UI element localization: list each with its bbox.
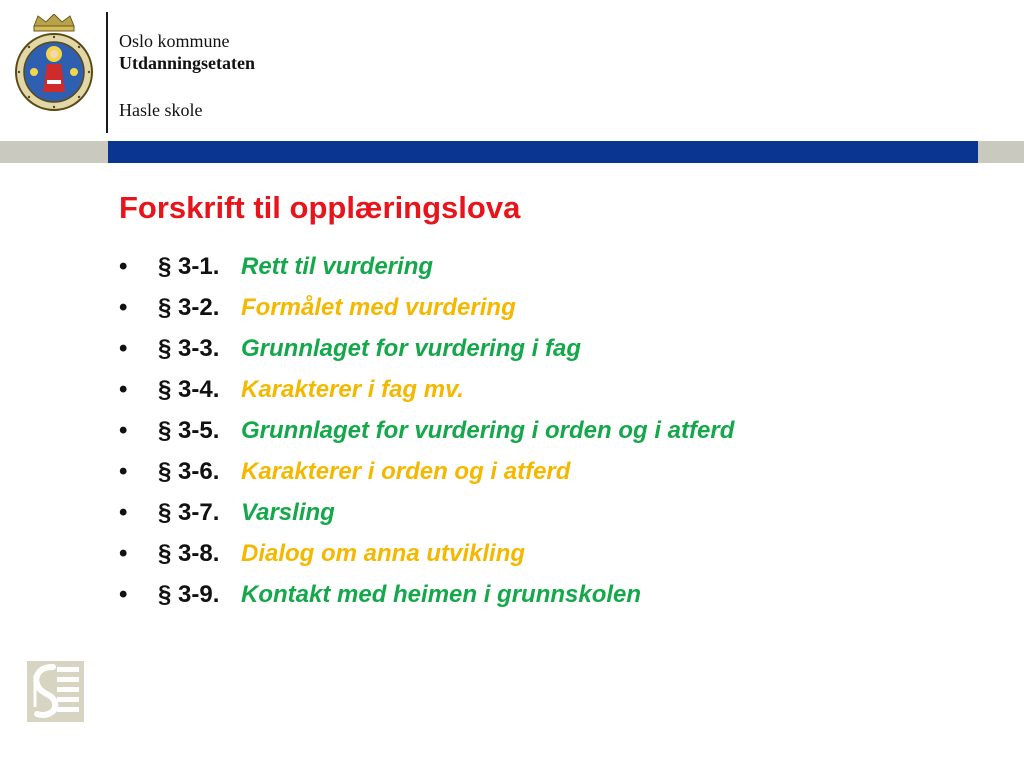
section-number: § 3-7. — [158, 499, 220, 526]
section-number: § 3-8. — [158, 540, 220, 567]
header-band-blue — [108, 141, 978, 163]
bullet: • — [119, 253, 128, 280]
bullet: • — [119, 376, 128, 403]
bullet: • — [119, 458, 128, 485]
org-city: Oslo kommune — [119, 31, 230, 51]
section-number: § 3-5. — [158, 417, 220, 444]
section-title: Dialog om anna utvikling — [241, 540, 526, 567]
section-title: Grunnlaget for vurdering i orden og i atferd — [241, 417, 735, 444]
section-title: Karakterer i orden og i atferd — [241, 458, 571, 485]
slide-title: Forskrift til opplæringslova — [119, 190, 521, 225]
bullet: • — [119, 499, 128, 526]
header-divider — [106, 12, 108, 133]
section-number: § 3-4. — [158, 376, 220, 403]
section-title: Grunnlaget for vurdering i fag — [241, 335, 582, 362]
section-title: Varsling — [241, 499, 335, 526]
oslo-coat-of-arms-icon — [14, 14, 94, 114]
bullet: • — [119, 417, 128, 444]
section-number: § 3-9. — [158, 581, 220, 608]
bullet: • — [119, 581, 128, 608]
section-title: Karakterer i fag mv. — [241, 376, 464, 403]
section-number: § 3-1. — [158, 253, 220, 280]
section-title: Formålet med vurdering — [241, 294, 516, 321]
org-department: Utdanningsetaten — [119, 53, 256, 73]
section-title: Rett til vurdering — [241, 253, 434, 280]
oslo-emblem-icon — [27, 661, 84, 722]
bullet: • — [119, 294, 128, 321]
slide-header — [0, 0, 1024, 140]
organization-name — [119, 30, 255, 74]
bullet: • — [119, 540, 128, 567]
section-number: § 3-2. — [158, 294, 220, 321]
bullet: • — [119, 335, 128, 362]
section-number: § 3-6. — [158, 458, 220, 485]
section-number: § 3-3. — [158, 335, 220, 362]
school-name: Hasle skole — [119, 100, 203, 120]
section-title: Kontakt med heimen i grunnskolen — [241, 581, 642, 608]
